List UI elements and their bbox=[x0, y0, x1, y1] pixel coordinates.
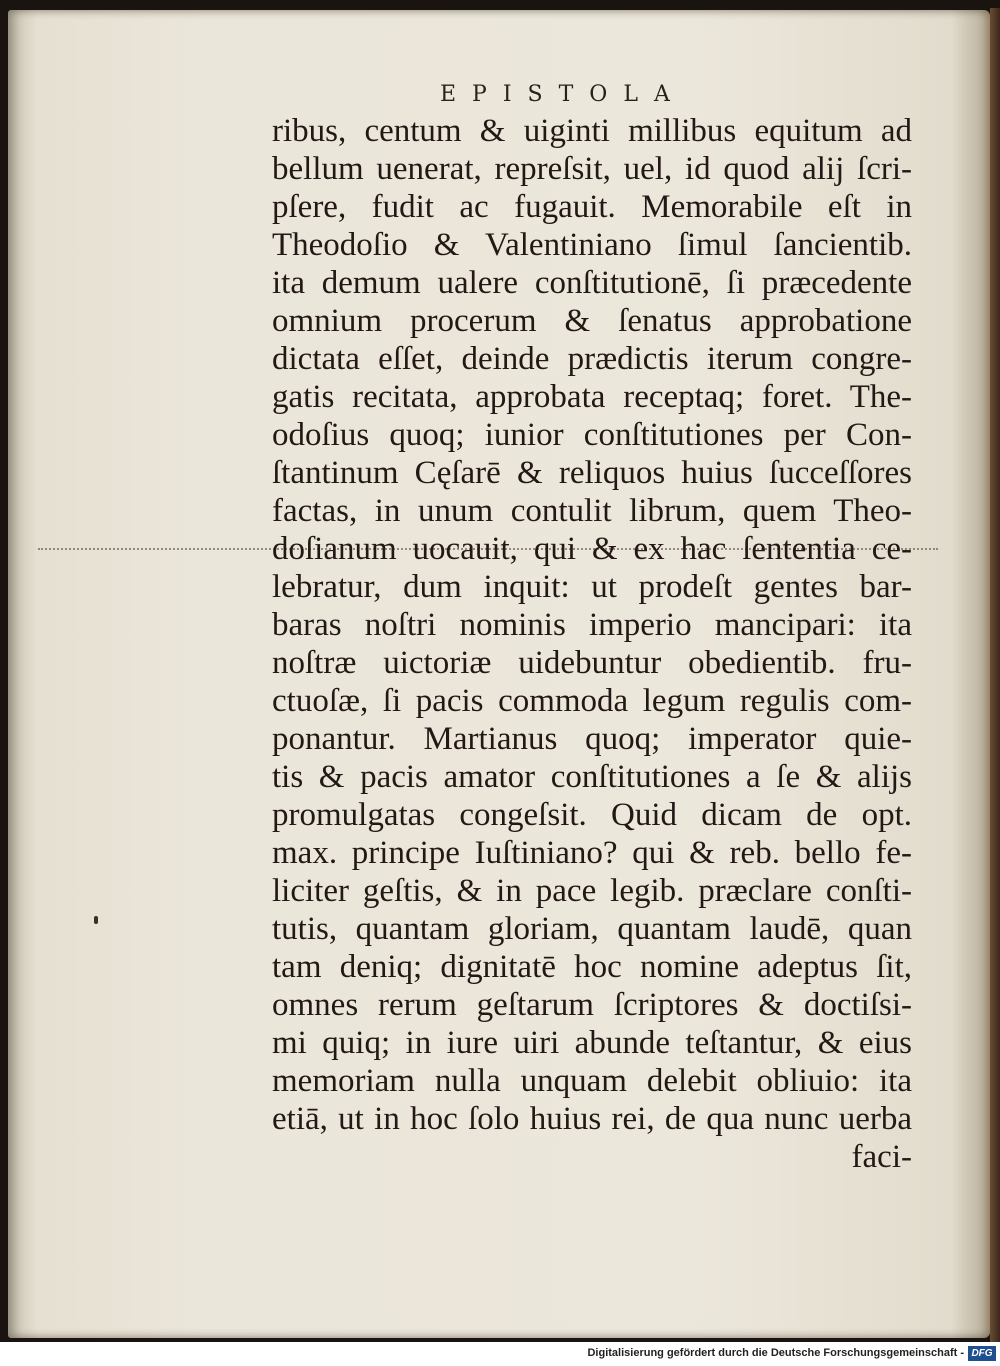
ink-speck bbox=[94, 916, 98, 924]
footer-credit: Digitalisierung gefördert durch die Deutsche Forschungsgemeinschaft - bbox=[587, 1347, 964, 1359]
text-line: max. principe Iuſtiniano? qui & reb. bello fe- bbox=[272, 835, 912, 871]
body-text bbox=[272, 112, 912, 1176]
text-line: ita demum ualere conſtitutionē, ſi præcedente bbox=[272, 265, 912, 301]
text-line: ſtantinum Cęſarē & reliquos huius ſucceſſores bbox=[272, 455, 912, 491]
dfg-logo-icon: DFG bbox=[968, 1346, 996, 1361]
text-line: omnium procerum & ſenatus approbatione bbox=[272, 303, 912, 339]
text-line: gatis recitata, approbata receptaq; foret. The- bbox=[272, 379, 912, 415]
text-line: bellum uenerat, repreſsit, uel, id quod alij ſcri- bbox=[272, 151, 912, 187]
text-line: ribus, centum & uiginti millibus equitum ad bbox=[272, 113, 912, 149]
running-head: EPISTOLA bbox=[440, 82, 686, 107]
text-line: pſere, fudit ac fugauit. Memorabile eſt in bbox=[272, 189, 912, 225]
text-line: etiā, ut in hoc ſolo huius rei, de qua nunc uerba bbox=[272, 1101, 912, 1137]
text-line: dictata eſſet, deinde prædictis iterum congre- bbox=[272, 341, 912, 377]
text-line: lebratur, dum inquit: ut prodeſt gentes bar- bbox=[272, 569, 912, 605]
text-line: omnes rerum geſtarum ſcriptores & doctiſsi- bbox=[272, 987, 912, 1023]
text-line: baras noſtri nominis imperio mancipari: ita bbox=[272, 607, 912, 643]
text-line: liciter geſtis, & in pace legib. præclare conſti- bbox=[272, 873, 912, 909]
text-line: ponantur. Martianus quoq; imperator quie- bbox=[272, 721, 912, 757]
text-line: noſtræ uictoriæ uidebuntur obedientib. fru- bbox=[272, 645, 912, 681]
page-edge bbox=[990, 8, 1000, 1342]
text-line: factas, in unum contulit librum, quem Theo- bbox=[272, 493, 912, 529]
text-line: tis & pacis amator conſtitutiones a ſe & alijs bbox=[272, 759, 912, 795]
text-line: promulgatas congeſsit. Quid dicam de opt. bbox=[272, 797, 912, 833]
footer-bar bbox=[0, 1342, 1000, 1366]
catchword: faci- bbox=[851, 1139, 912, 1175]
text-line: ctuoſæ, ſi pacis commoda legum regulis com- bbox=[272, 683, 912, 719]
text-line: tutis, quantam gloriam, quantam laudē, quan bbox=[272, 911, 912, 947]
text-line: mi quiq; in iure uiri abunde teſtantur, & eius bbox=[272, 1025, 912, 1061]
text-line: odoſius quoq; iunior conſtitutiones per Con- bbox=[272, 417, 912, 453]
text-line: tam deniq; dignitatē hoc nomine adeptus ſit, bbox=[272, 949, 912, 985]
text-line: memoriam nulla unquam delebit obliuio: ita bbox=[272, 1063, 912, 1099]
text-line: Theodoſio & Valentiniano ſimul ſancientib. bbox=[272, 227, 912, 263]
text-line: doſianum uocauit, qui & ex hac ſententia ce- bbox=[272, 531, 912, 567]
